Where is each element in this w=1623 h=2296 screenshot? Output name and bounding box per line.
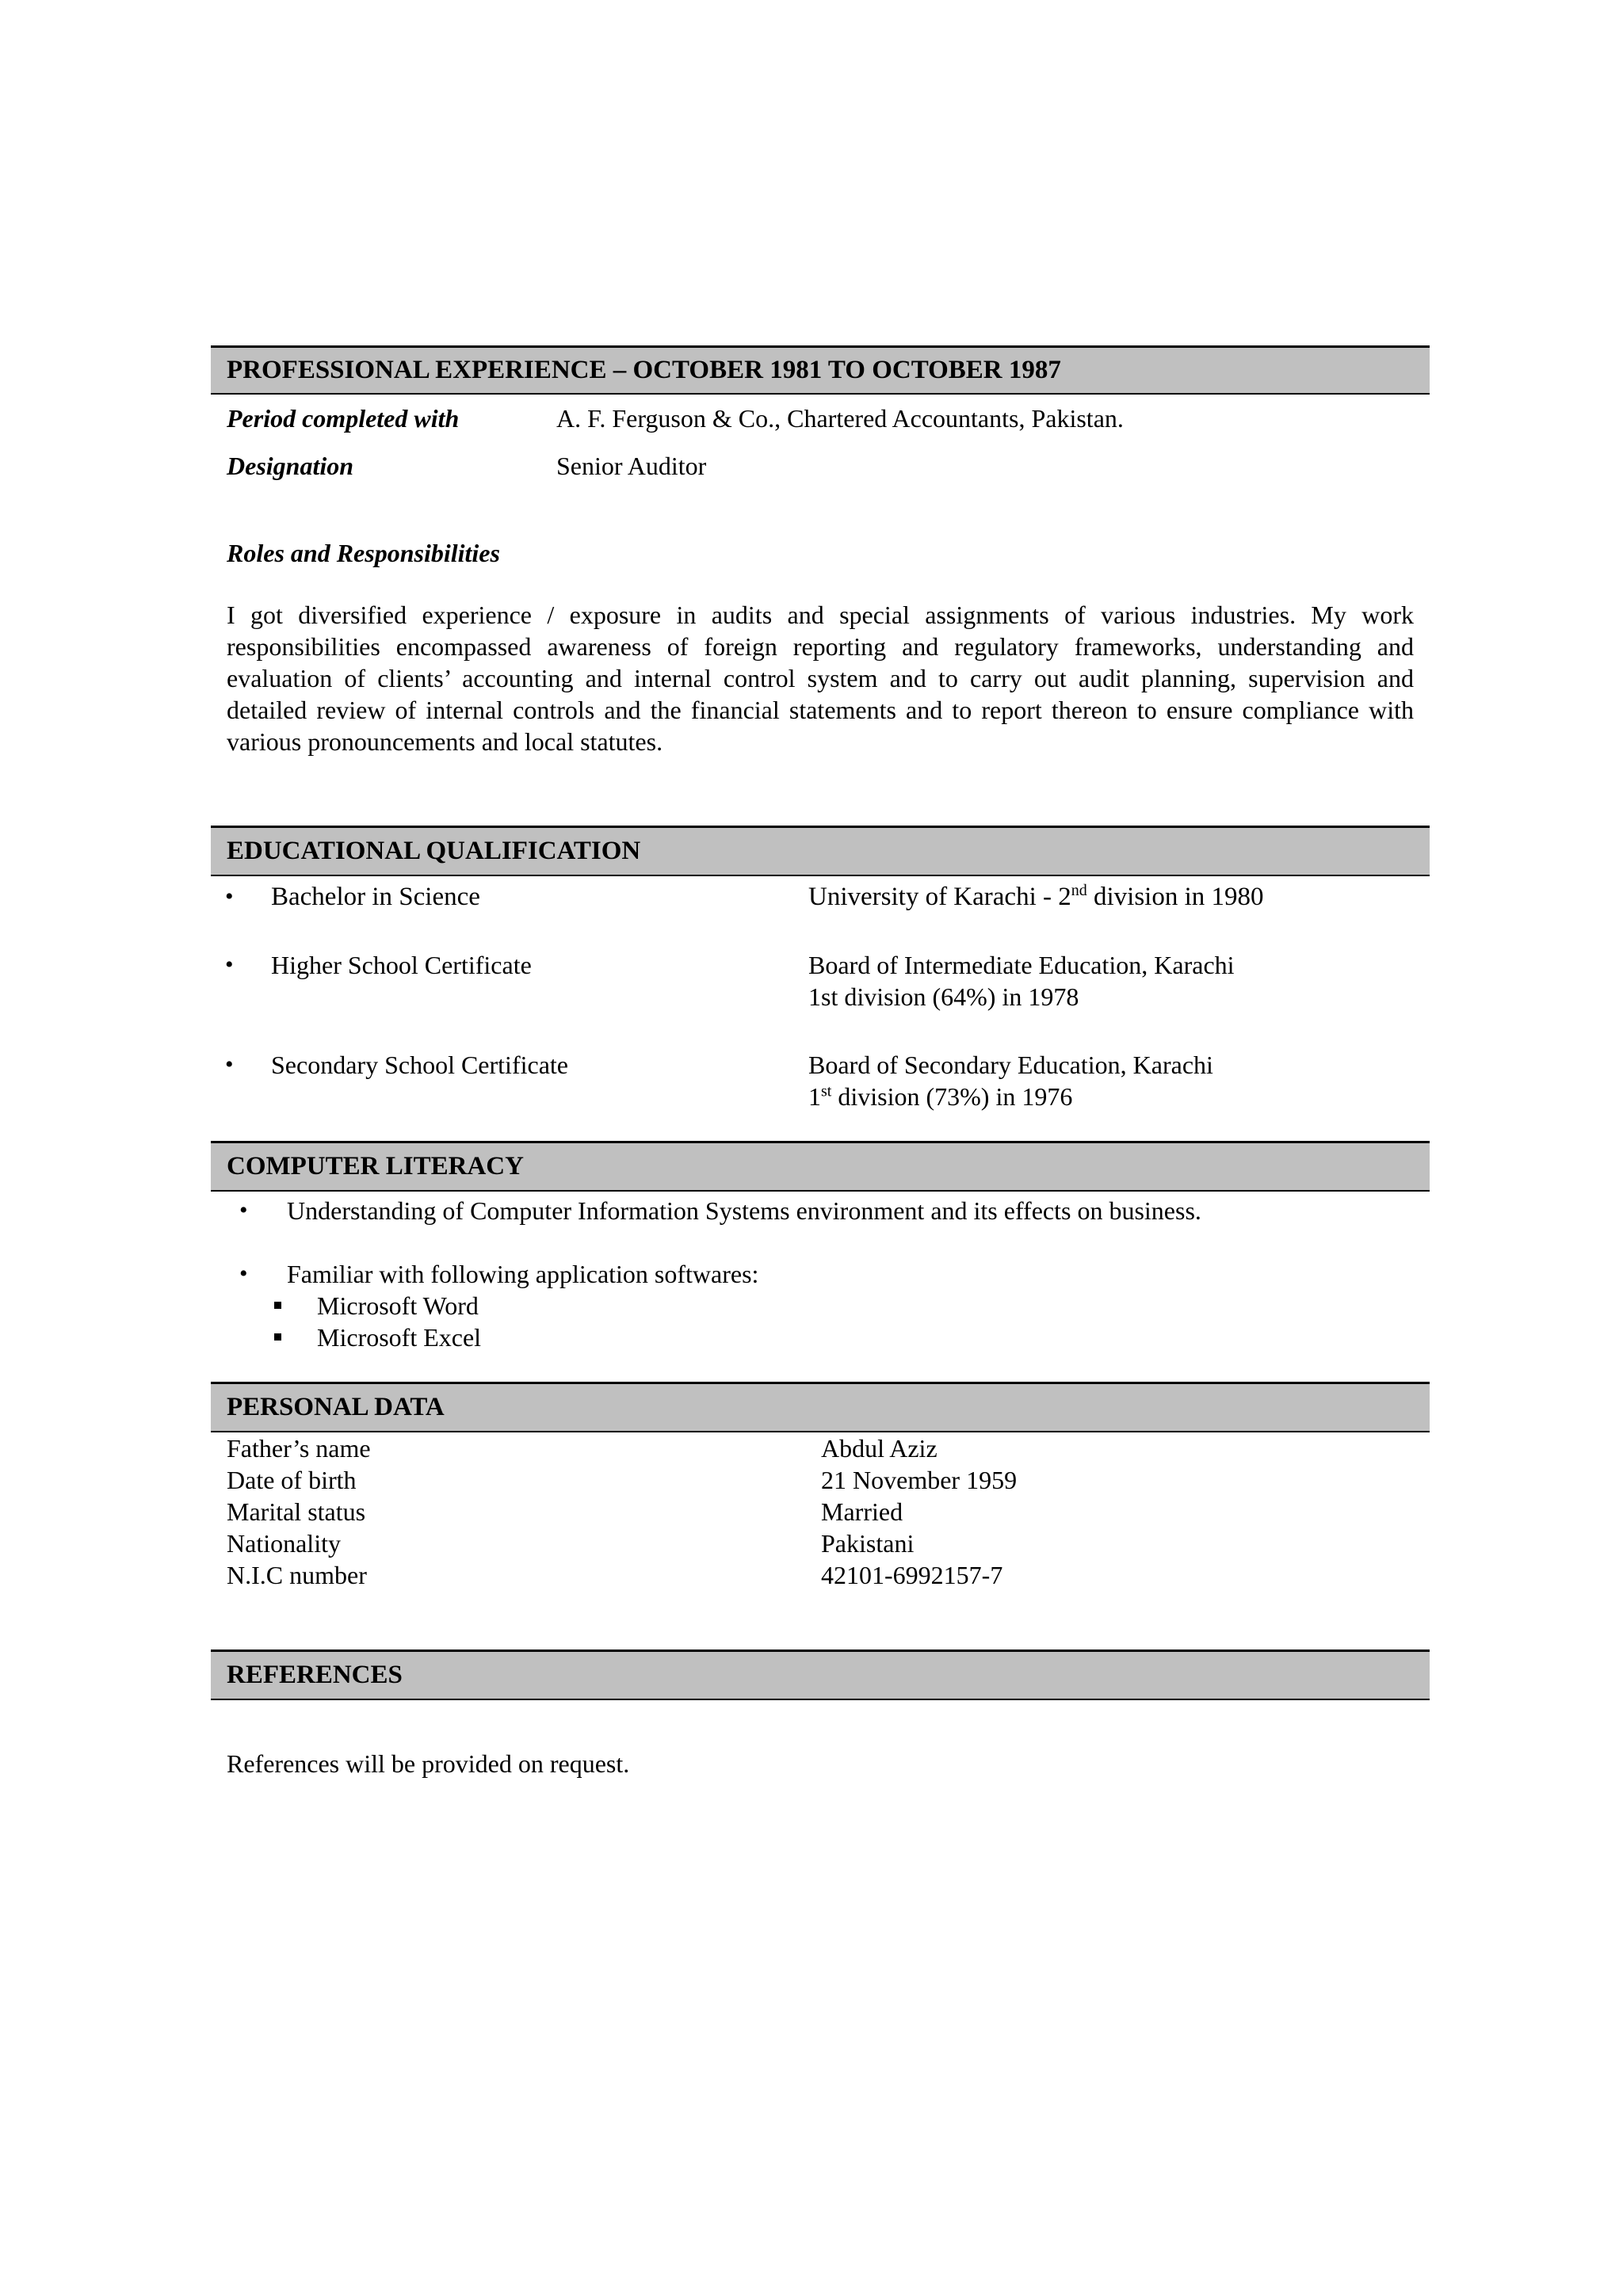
education-bullet: •	[225, 1051, 234, 1077]
education-bullet: •	[225, 883, 234, 910]
education-bullet: •	[225, 952, 234, 978]
section-header-computer: COMPUTER LITERACY	[211, 1141, 1430, 1192]
ordinal-suffix: st	[821, 1082, 832, 1100]
personal-value: Pakistani	[821, 1529, 915, 1558]
square-bullet-icon	[274, 1302, 281, 1309]
section-header-references: REFERENCES	[211, 1650, 1430, 1700]
personal-label: Nationality	[227, 1529, 341, 1558]
computer-item: Familiar with following application softwares:	[287, 1260, 759, 1288]
education-result	[808, 1081, 1072, 1112]
roles-heading: Roles and Responsibilities	[227, 539, 500, 567]
personal-label: N.I.C number	[227, 1561, 367, 1589]
education-degree: Bachelor in Science	[271, 883, 480, 911]
designation-label: Designation	[227, 452, 354, 480]
personal-value: Married	[821, 1497, 903, 1526]
ordinal-suffix: nd	[1071, 882, 1087, 899]
education-institution: Board of Intermediate Education, Karachi	[808, 951, 1235, 979]
personal-label: Marital status	[227, 1497, 366, 1526]
education-result: 1st division (64%) in 1978	[808, 982, 1079, 1011]
section-header-education: EDUCATIONAL QUALIFICATION	[211, 826, 1430, 876]
personal-value: 21 November 1959	[821, 1466, 1018, 1494]
software-item: Microsoft Word	[317, 1291, 479, 1320]
education-degree: Higher School Certificate	[271, 951, 532, 979]
education-institution: Board of Secondary Education, Karachi	[808, 1051, 1213, 1079]
computer-bullet: •	[239, 1261, 248, 1287]
roles-text: I got diversified experience / exposure in audits and special assignments of various industries. My work responsibilities encompassed awareness of foreign reporting and regulatory frameworks, understanding and evaluation of clients’ accounting and internal control system and to carry out audit planning, supervision and detailed review of internal controls and the financial statements and to report thereon to ensure compliance with various pronouncements and local statutes.	[227, 601, 1414, 756]
period-value: A. F. Ferguson & Co., Chartered Accountants, Pakistan.	[556, 404, 1124, 433]
education-result-text: division in 1980	[1086, 883, 1264, 911]
square-bullet-icon	[274, 1333, 281, 1341]
computer-item: Understanding of Computer Information Systems environment and its effects on business.	[287, 1196, 1201, 1225]
education-institution	[808, 881, 1264, 913]
personal-label: Father’s name	[227, 1434, 371, 1463]
period-label: Period completed with	[227, 404, 460, 433]
computer-bullet: •	[239, 1197, 248, 1223]
education-result-text: division (73%) in 1976	[831, 1082, 1073, 1111]
designation-value: Senior Auditor	[556, 452, 707, 480]
section-header-experience: PROFESSIONAL EXPERIENCE – OCTOBER 1981 TO OCTOBER 1987	[211, 345, 1430, 395]
education-institution-text: University of Karachi - 2	[808, 883, 1071, 911]
education-result-text: 1	[808, 1082, 821, 1111]
personal-value: Abdul Aziz	[821, 1434, 938, 1463]
software-item: Microsoft Excel	[317, 1323, 482, 1352]
references-text: References will be provided on request.	[227, 1749, 630, 1778]
personal-value: 42101-6992157-7	[821, 1561, 1003, 1589]
education-degree: Secondary School Certificate	[271, 1051, 568, 1079]
section-header-personal: PERSONAL DATA	[211, 1382, 1430, 1432]
personal-label: Date of birth	[227, 1466, 357, 1494]
